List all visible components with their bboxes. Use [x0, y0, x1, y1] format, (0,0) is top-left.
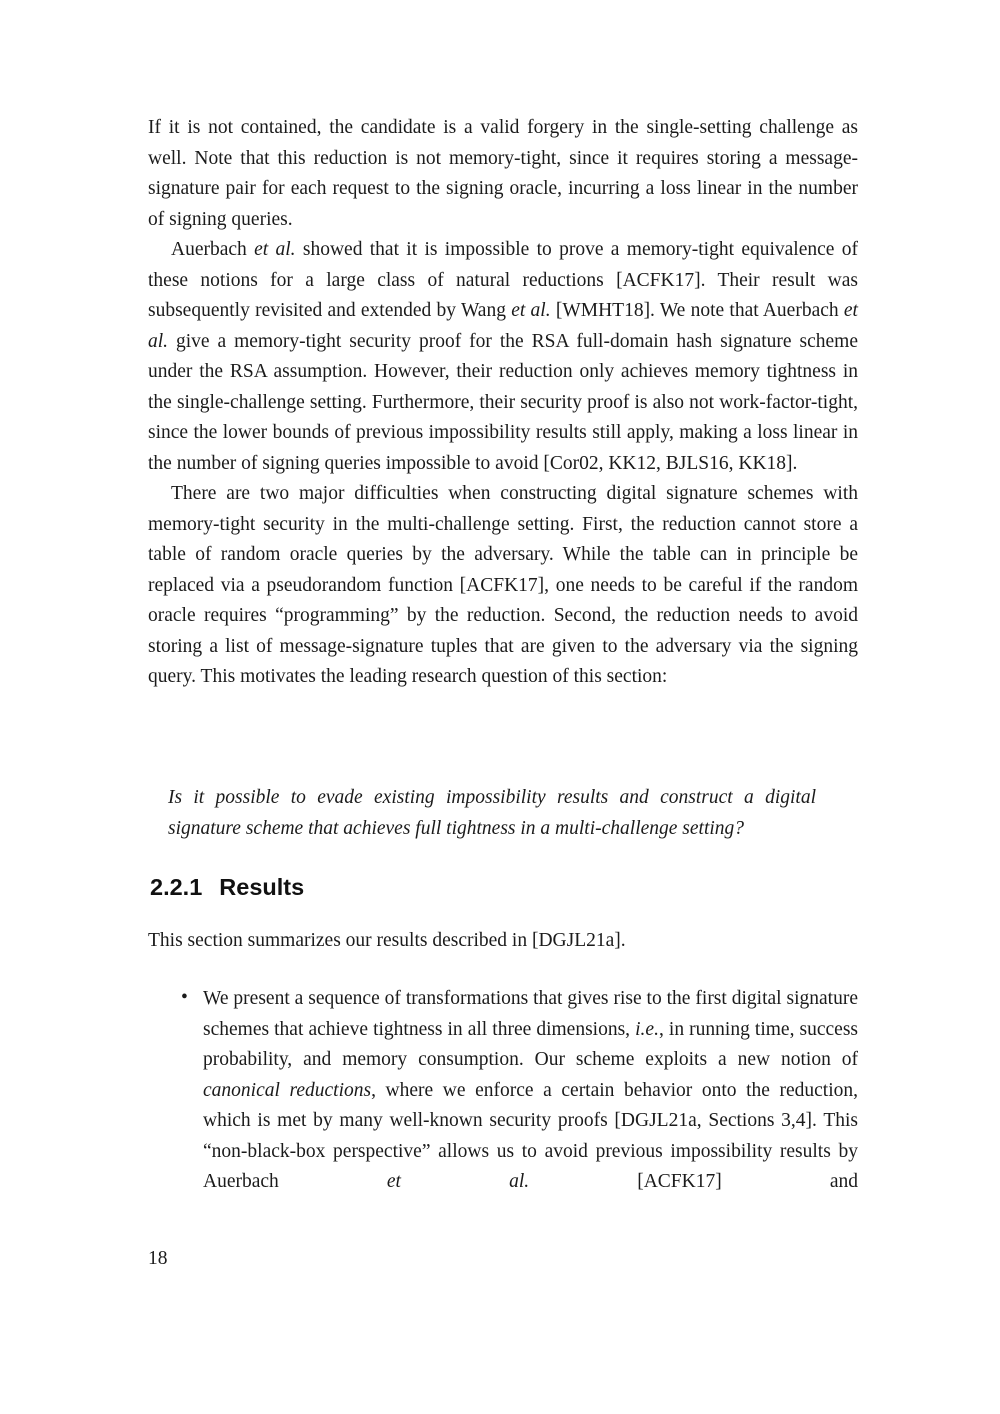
body-paragraph: Auerbach et al. showed that it is impossible to prove a memory-tight equivalence of these notions for a large class of natural reductions [ACFK17]. Their result was subsequently revisited and extended by Wang et al. [WMHT18]. We note that Auerbach et al. give a memory-tight security proof for the RSA full-domain hash signature scheme under the RSA assumption. However, their reduction only achieves memory tightness in the single-challenge setting. Furthermore, their security proof is also not work-factor-tight, since the lower bounds of previous impossibility results still apply, making a loss linear in the number of signing queries impossible to avoid [Cor02, KK12, BJLS16, KK18].: [148, 239, 858, 474]
page-number: 18: [148, 1248, 168, 1269]
bullet-marker: •: [181, 987, 188, 1008]
section-lead-paragraph: This section summarizes our results described in [DGJL21a].: [148, 930, 626, 951]
body-paragraph: There are two major difficulties when constructing digital signature schemes with memory-tight security in the multi-challenge setting. First, the reduction cannot store a table of random oracle queries by the adversary. While the table can in principle be replaced via a pseudorandom function [ACFK17], one needs to be careful if the random oracle requires “programming” by the reduction. Second, the reduction needs to avoid storing a list of message-signature tuples that are given to the adversary via the signing query. This motivates the leading research question of this section:: [148, 483, 858, 687]
section-title: Results: [219, 874, 305, 900]
body-paragraph: If it is not contained, the candidate is a valid forgery in the single-setting challenge as well. Note that this reduction is not memory-tight, since it requires storing a message-signature pair for each request to the signing oracle, incurring a loss linear in the number of signing queries.: [148, 117, 858, 230]
research-question-quote: Is it possible to evade existing impossibility results and construct a digital signature scheme that achieves full tightness in a multi-challenge setting?: [168, 787, 816, 839]
results-bullet-list: [148, 984, 858, 1198]
section-number: 2.2.1: [150, 874, 203, 900]
section-heading: [150, 872, 304, 902]
list-item-text: We present a sequence of transformations that gives rise to the first digital signature schemes that achieve tightness in all three dimensions, i.e., in running time, success probability, and memory consumption. Our scheme exploits a new notion of canonical reductions, where we enforce a certain behavior onto the reduction, which is met by many well-known security proofs [DGJL21a, Sections 3,4]. This “non-black-box perspective” allows us to avoid previous impossibility results by Auerbach et al. [ACFK17] and: [203, 988, 858, 1192]
list-item: [148, 984, 858, 1198]
body-text: [148, 113, 858, 693]
